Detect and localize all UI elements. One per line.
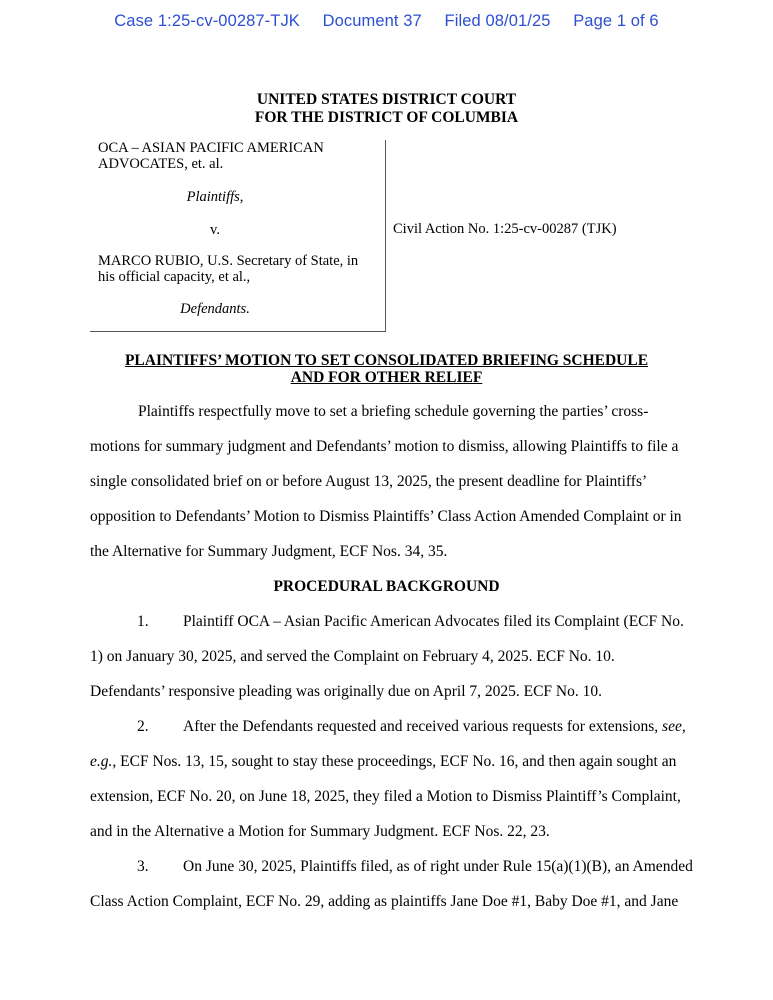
intro-line: the Alternative for Summary Judgment, ECF Nos. 34, 35.: [90, 543, 448, 560]
paragraph-line: 1) on January 30, 2025, and served the Complaint on February 4, 2025. ECF No. 10.: [90, 648, 615, 665]
motion-title: [0, 352, 773, 386]
paragraph-line: extension, ECF No. 20, on June 18, 2025, they filed a Motion to Dismiss Plaintiff’s Complaint,: [90, 788, 681, 805]
filed-date: Filed 08/01/25: [444, 12, 551, 30]
paragraph-line: [183, 718, 686, 736]
intro-line: opposition to Defendants’ Motion to Dismiss Plaintiffs’ Class Action Amended Complaint or in: [90, 508, 682, 525]
motion-title-line1: PLAINTIFFS’ MOTION TO SET CONSOLIDATED BRIEFING SCHEDULE: [124, 352, 649, 369]
case-number: Case 1:25-cv-00287-TJK: [114, 12, 300, 30]
defendants-label: Defendants.: [180, 301, 250, 317]
paragraph-line: Defendants’ responsive pleading was originally due on April 7, 2025. ECF No. 10.: [90, 683, 602, 700]
section-heading: PROCEDURAL BACKGROUND: [273, 578, 500, 595]
intro-line: motions for summary judgment and Defendants’ motion to dismiss, allowing Plaintiffs to file a: [90, 438, 679, 455]
paragraph-line: Class Action Complaint, ECF No. 29, adding as plaintiffs Jane Doe #1, Baby Doe #1, and Jane: [90, 893, 679, 910]
plaintiff-name-line2: ADVOCATES, et. al.: [98, 156, 224, 172]
paragraph-number: 3.: [137, 858, 149, 875]
court-heading: [0, 91, 773, 127]
paragraph-line: [90, 753, 676, 771]
plaintiff-name-line1: OCA – ASIAN PACIFIC AMERICAN: [98, 140, 324, 156]
paragraph-text: After the Defendants requested and received various requests for extensions,: [183, 718, 663, 735]
intro-line: single consolidated brief on or before August 13, 2025, the present deadline for Plaintiffs’: [90, 473, 648, 490]
citation-signal-see: see,: [662, 718, 686, 735]
court-district: FOR THE DISTRICT OF COLUMBIA: [254, 109, 519, 126]
paragraph-line: Plaintiff OCA – Asian Pacific American Advocates filed its Complaint (ECF No.: [183, 613, 684, 630]
paragraph-text: , ECF Nos. 13, 15, sought to stay these proceedings, ECF No. 16, and then again sought an: [112, 753, 677, 770]
defendant-name-line1: MARCO RUBIO, U.S. Secretary of State, in: [98, 253, 359, 269]
intro-line: Plaintiffs respectfully move to set a briefing schedule governing the parties’ cross-: [138, 403, 649, 420]
plaintiffs-label: Plaintiffs,: [186, 189, 244, 205]
civil-action-number: Civil Action No. 1:25-cv-00287 (TJK): [393, 221, 617, 237]
ecf-header-stamp: [0, 12, 773, 31]
court-name: UNITED STATES DISTRICT COURT: [256, 91, 517, 108]
versus-label: v.: [210, 222, 220, 238]
paragraph-number: 1.: [137, 613, 149, 630]
defendant-name-line2: his official capacity, et al.,: [98, 269, 251, 285]
motion-title-line2: AND FOR OTHER RELIEF: [290, 369, 483, 386]
document-number: Document 37: [322, 12, 422, 30]
case-caption: [90, 140, 386, 332]
paragraph-line: On June 30, 2025, Plaintiffs filed, as of right under Rule 15(a)(1)(B), an Amended: [183, 858, 693, 875]
paragraph-line: and in the Alternative a Motion for Summary Judgment. ECF Nos. 22, 23.: [90, 823, 550, 840]
citation-signal-eg: e.g.: [90, 753, 113, 770]
paragraph-number: 2.: [137, 718, 149, 735]
page-indicator: Page 1 of 6: [573, 12, 659, 30]
